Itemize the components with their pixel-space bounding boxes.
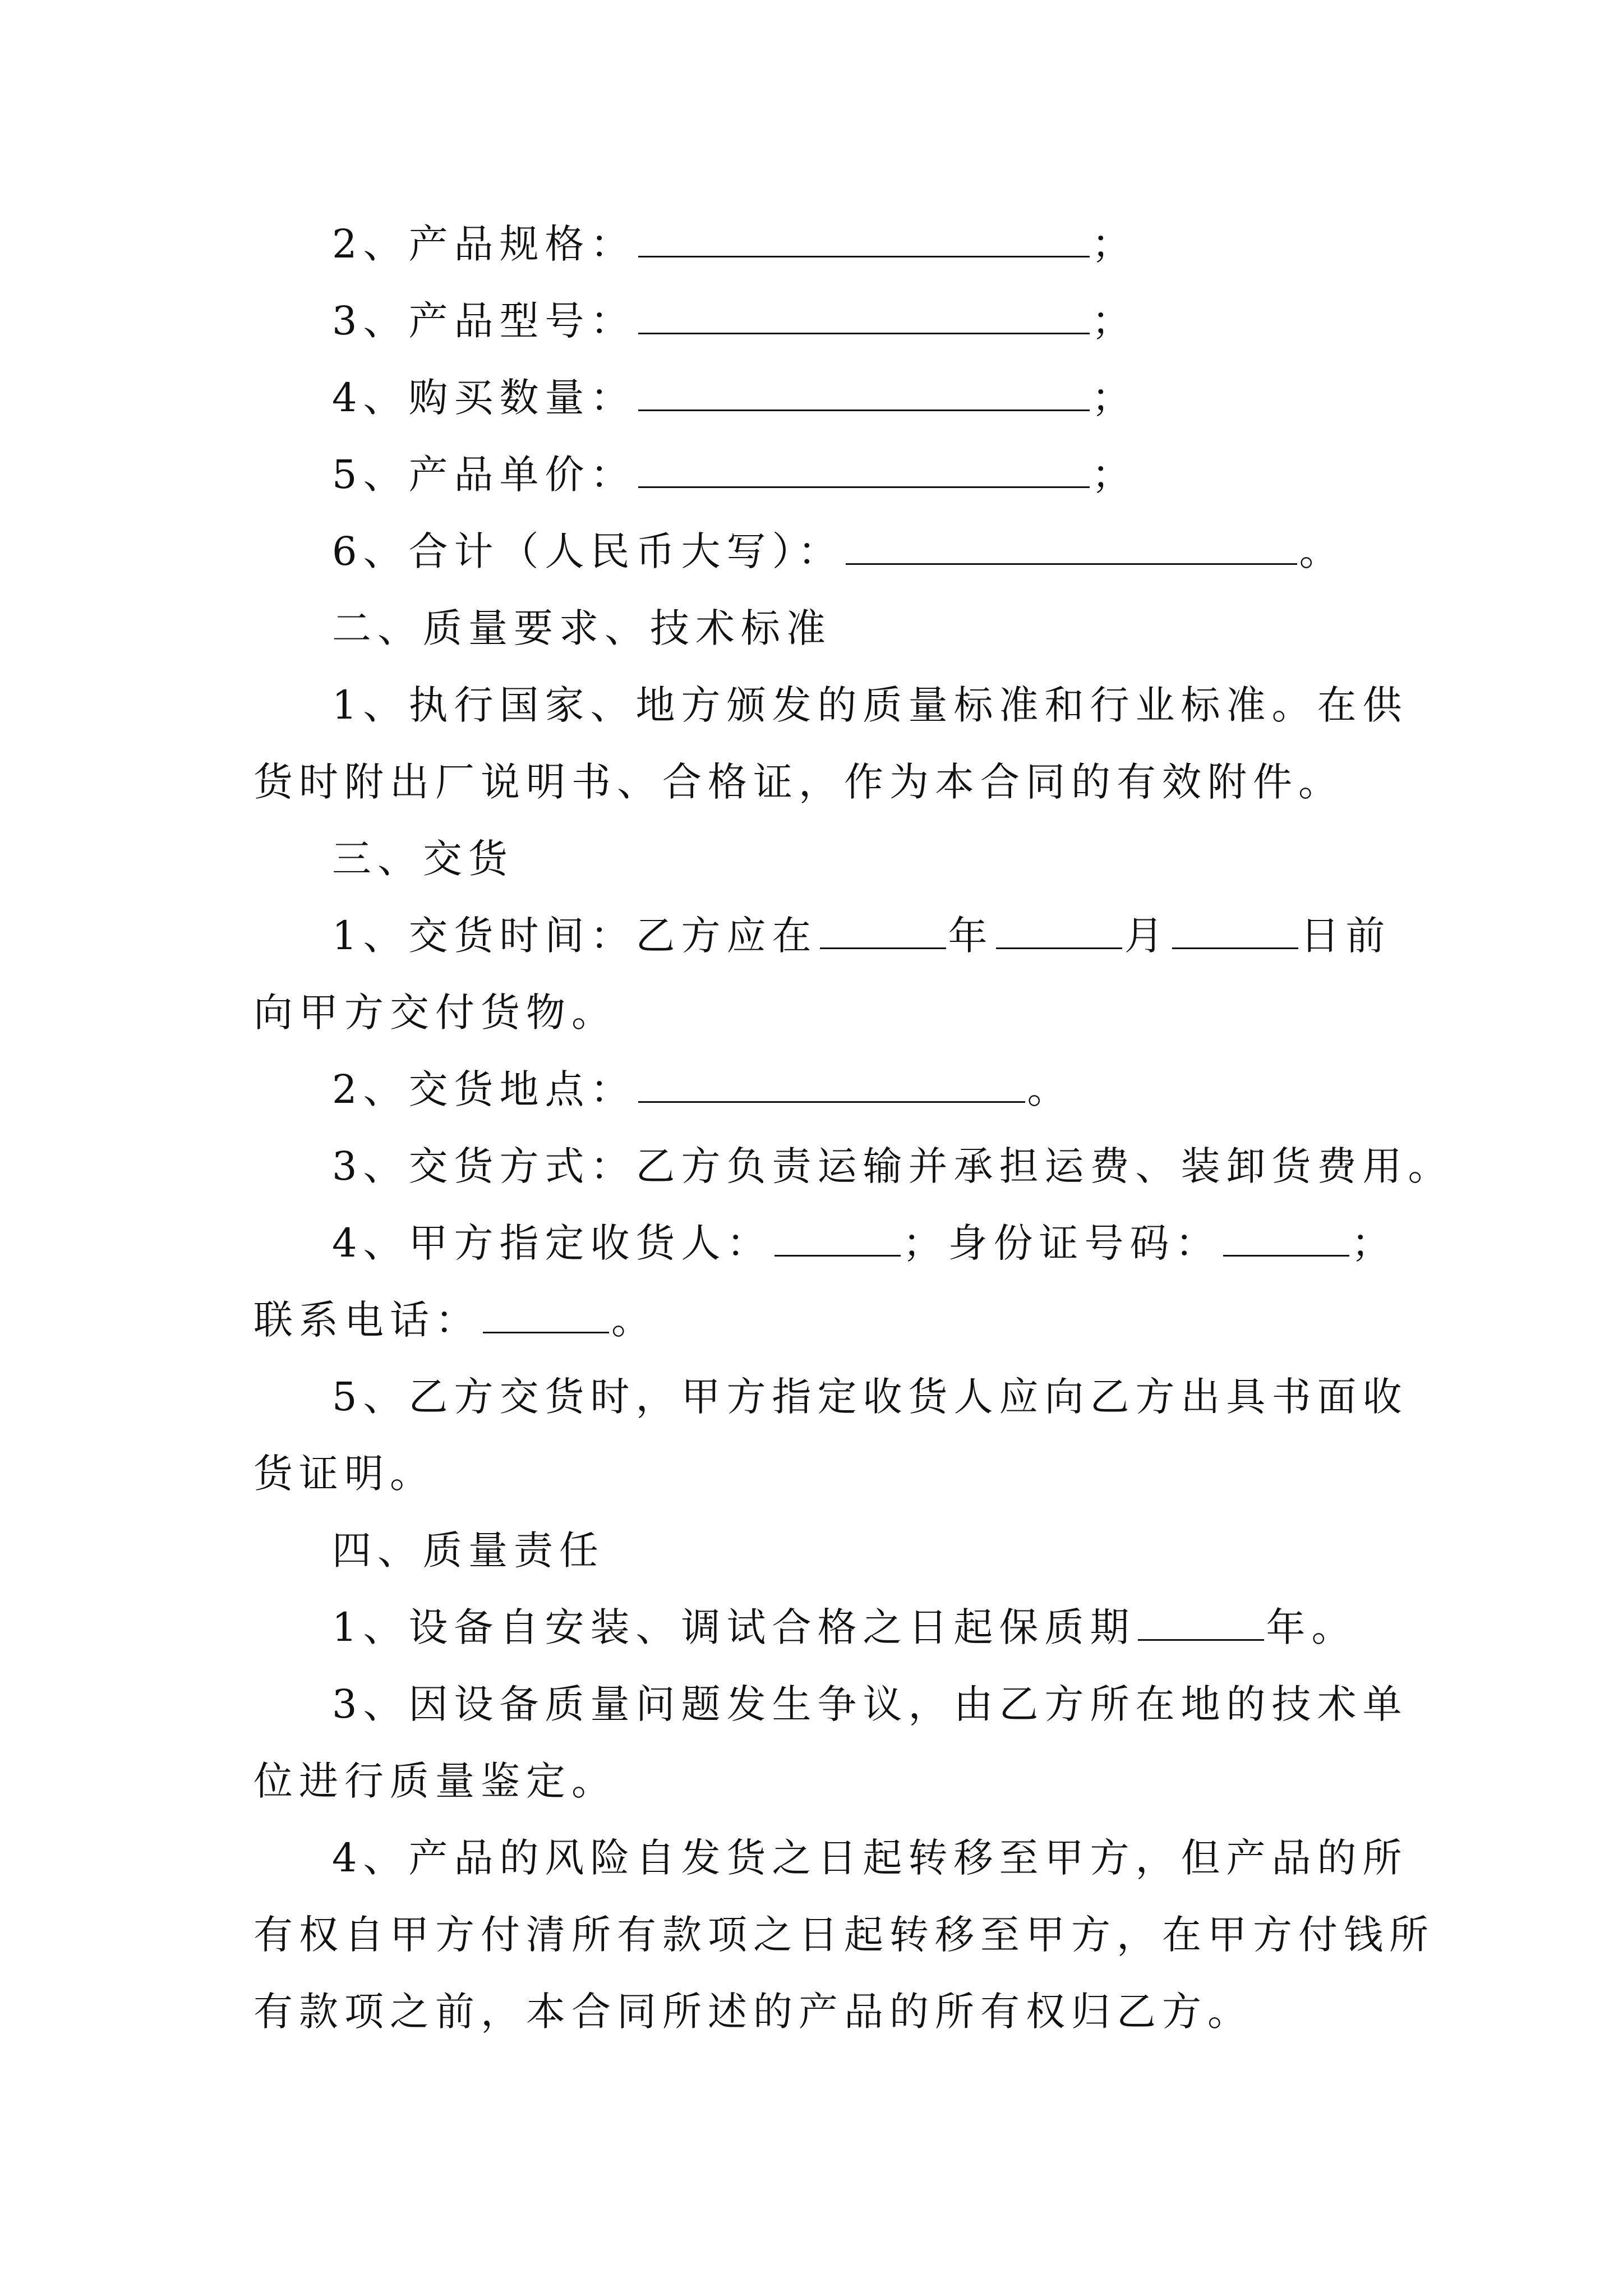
model-label: 3、产品型号： — [332, 298, 636, 344]
delivery-time-line-1 — [332, 902, 1391, 969]
receipt-line-2: 货证明。 — [253, 1451, 435, 1497]
delivery-time-label: 1、交货时间：乙方应在 — [332, 913, 818, 959]
delivery-method-line: 3、交货方式：乙方负责运输并承担运费、装卸货费用。 — [332, 1143, 1454, 1189]
section-2-heading: 二、质量要求、技术标准 — [332, 605, 832, 651]
warranty-end: 年。 — [1266, 1604, 1357, 1650]
section-2-item-1-line-2: 货时附出厂说明书、合格证，作为本合同的有效附件。 — [253, 759, 1344, 805]
phone-end: 。 — [611, 1297, 657, 1343]
section-2-item-1-line-1: 1、执行国家、地方颁发的质量标准和行业标准。在供 — [332, 682, 1408, 728]
quantity-label: 4、购买数量： — [332, 375, 636, 421]
delivery-day-blank[interactable] — [1172, 947, 1298, 949]
delivery-place-blank[interactable] — [638, 1101, 1025, 1103]
spec-end: ； — [1091, 221, 1137, 267]
delivery-place-end: 。 — [1027, 1066, 1073, 1112]
model-end: ； — [1091, 298, 1137, 344]
delivery-place-label: 2、交货地点： — [332, 1066, 636, 1112]
quantity-blank[interactable] — [638, 409, 1090, 411]
section-3-heading: 三、交货 — [332, 836, 514, 882]
receiver-label: 4、甲方指定收货人： — [332, 1220, 772, 1266]
day-text: 日前 — [1300, 913, 1391, 959]
receiver-line — [332, 1209, 1397, 1277]
section-4-heading: 四、质量责任 — [332, 1527, 605, 1573]
unit-price-label: 5、产品单价： — [332, 452, 636, 498]
total-blank[interactable] — [846, 563, 1297, 565]
receiver-blank[interactable] — [774, 1255, 901, 1257]
total-label: 6、合计（人民币大写）： — [332, 528, 843, 574]
unit-price-blank[interactable] — [638, 486, 1090, 488]
warranty-line — [332, 1594, 1357, 1661]
risk-line-1: 4、产品的风险自发货之日起转移至甲方，但产品的所 — [332, 1835, 1408, 1881]
id-number-end: ； — [1351, 1220, 1397, 1266]
unit-price-line — [332, 441, 1137, 508]
month-text: 月 — [1124, 913, 1170, 959]
delivery-place-line — [332, 1056, 1073, 1123]
phone-blank[interactable] — [483, 1332, 609, 1333]
quantity-line — [332, 364, 1137, 431]
risk-line-2: 有权自甲方付清所有款项之日起转移至甲方，在甲方付钱所 — [253, 1912, 1435, 1958]
phone-label: 联系电话： — [253, 1297, 481, 1343]
warranty-blank[interactable] — [1138, 1639, 1264, 1641]
id-number-label: ；身份证号码： — [902, 1220, 1221, 1266]
risk-line-3: 有款项之前，本合同所述的产品的所有权归乙方。 — [253, 1989, 1253, 2035]
quantity-end: ； — [1091, 375, 1137, 421]
warranty-label: 1、设备自安装、调试合格之日起保质期 — [332, 1604, 1136, 1650]
spec-blank[interactable] — [638, 256, 1090, 257]
total-end: 。 — [1299, 528, 1345, 574]
dispute-line-1: 3、因设备质量问题发生争议，由乙方所在地的技术单 — [332, 1681, 1408, 1727]
year-text: 年 — [948, 913, 994, 959]
spec-line — [332, 210, 1137, 278]
total-line — [332, 518, 1345, 585]
receipt-line-1: 5、乙方交货时，甲方指定收货人应向乙方出具书面收 — [332, 1374, 1408, 1420]
id-number-blank[interactable] — [1223, 1255, 1349, 1257]
model-line — [332, 287, 1137, 355]
phone-line — [253, 1286, 657, 1354]
delivery-month-blank[interactable] — [996, 947, 1122, 949]
model-blank[interactable] — [638, 333, 1090, 334]
delivery-time-line-2: 向甲方交付货物。 — [253, 990, 617, 1036]
dispute-line-2: 位进行质量鉴定。 — [253, 1758, 617, 1804]
unit-price-end: ； — [1091, 452, 1137, 498]
spec-label: 2、产品规格： — [332, 221, 636, 267]
delivery-year-blank[interactable] — [820, 947, 946, 949]
